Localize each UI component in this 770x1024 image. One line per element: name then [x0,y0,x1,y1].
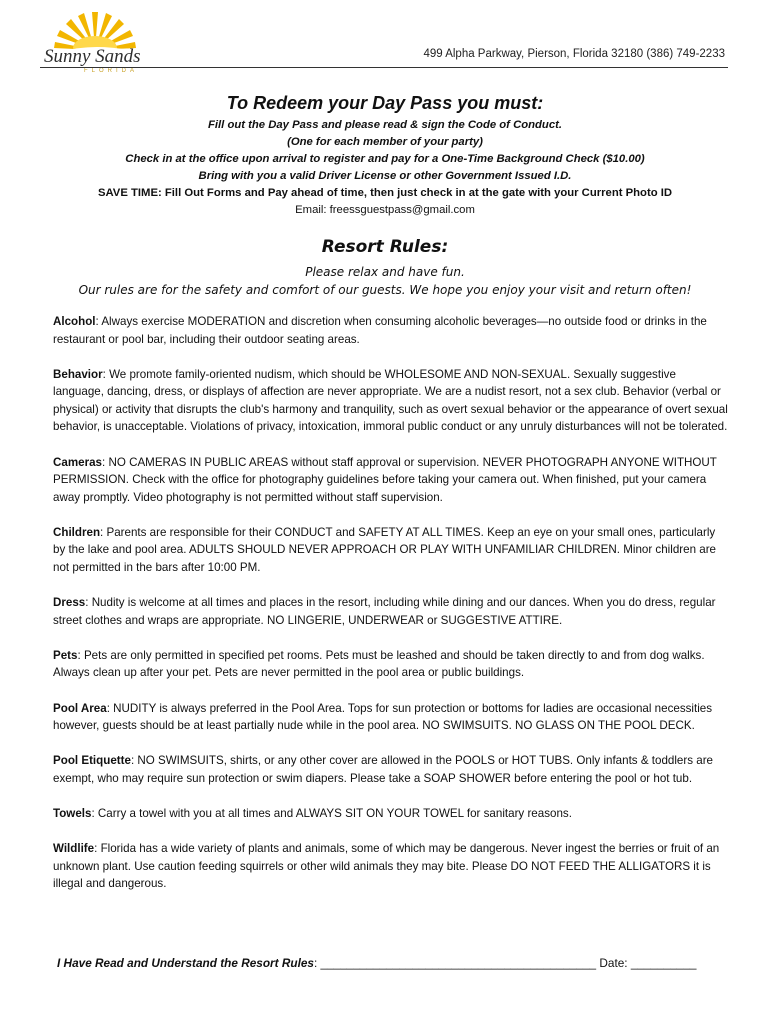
rule-name: Pets [53,648,78,662]
rule-alcohol: Alcohol: Always exercise MODERATION and discretion when consuming alcoholic beverages—no outside food or drinks in the restaurant or pool bar, including their outdoor seating areas. [53,315,707,346]
rule-text: NUDITY is always preferred in the Pool Area. Tops for sun protection or bottoms for ladies are occasional necessities however, guests should be at least partially nude while in the pool area. NO SWIMSUITS. NO GLASS ON THE POOL DECK. [53,701,713,733]
rules-list [53,313,729,910]
rule-text: Nudity is welcome at all times and places in the resort, including while dining and our dances. When you do dress, regular street clothes and wraps are appropriate. NO LINGERIE, UNDERWEAR or SUGGESTIVE ATTIRE. [53,596,716,627]
date-label: Date: [596,956,631,970]
rule-text: We promote family-oriented nudism, which should be WHOLESOME AND NON-SEXUAL. Sexually suggestive language, dancing, dress, or displays of affection are never appropriate. We are a nudist resort, not a sex club. Behavior (verbal or physical) or activity that disrupts the club's harmony and tranquility, such as overt sexual behavior or the appearance of overt sexual behavior, is unacceptable. Violations of privacy, intoxication, immoral public conduct or any unruly disturbances will not be tolerated. [53,367,728,434]
rules-subtitle: Please relax and have fun. [305,265,465,279]
signature-colon: : [313,956,321,970]
redeem-line: SAVE TIME: Fill Out Forms and Pay ahead of time, then just check in at the gate with your Current Photo ID [97,187,673,199]
rule-behavior: Behavior: We promote family-oriented nudism, which should be WHOLESOME AND NON-SEXUAL. Sexually suggestive language, dancing, dress, or displays of affection are never appropriate. We are a nudist resort, not a sex club. Behavior (verbal or physical) or activity that disrupts the club's harmony and tranquility, such as overt sexual behavior or the appearance of overt sexual behavior, is unacceptable. Violations of privacy, intoxication, immoral public conduct or any unruly disturbances will not be tolerated. [53,367,728,434]
rules-header [0,237,770,299]
redeem-line: (One for each member of your party) [287,136,483,148]
redeem-line: Fill out the Day Pass and please read & sign the Code of Conduct. [207,119,563,131]
rule-text: Pets are only permitted in specified pet rooms. Pets must be leashed and should be taken directly to and from dog walks. Always clean up after your pet. Pets are never permitted in the pool area or public buildings. [53,648,705,680]
rule-pets: Pets: Pets are only permitted in specified pet rooms. Pets must be leashed and should be taken directly to and from dog walks. Always clean up after your pet. Pets are never permitted in the pool area or public buildings. [53,648,705,680]
redeem-title: To Redeem your Day Pass you must: [226,93,544,113]
rule-children: Children: Parents are responsible for their CONDUCT and SAFETY AT ALL TIMES. Keep an eye on your small ones, particularly by the lake and pool area. ADULTS SHOULD NEVER APPROACH OR PLAY WITH UNFAMILIAR CHILDREN. Minor children are not permitted in the bars after 10:00 PM. [53,525,716,575]
rule-name: Dress [53,596,86,610]
date-field[interactable]: __________ [630,956,697,970]
rule-towels: Towels: Carry a towel with you at all times and ALWAYS SIT ON YOUR TOWEL for sanitary reasons. [53,806,572,820]
rule-name: Behavior [53,367,103,381]
logo-subtext: FLORIDA [84,68,139,74]
rule-name: Towels [53,806,92,820]
redeem-line: Bring with you a valid Driver License or other Government Issued I.D. [198,170,572,182]
rule-cameras: Cameras: NO CAMERAS IN PUBLIC AREAS without staff approval or supervision. NEVER PHOTOGRAPH ANYONE WITHOUT PERMISSION. Check with the office for photography guidelines before taking your camera out. When finished, put your camera away promptly. Video photography is not permitted without staff supervision. [53,455,717,504]
email-link[interactable]: Email: freessguestpass@gmail.com [295,204,475,216]
rule-wildlife: Wildlife: Florida has a wide variety of plants and animals, some of which may be dangerous. Never ingest the berries or fruit of an unknown plant. Use caution feeding squirrels or other wild animals they may bite. Please DO NOT FEED THE ALLIGATORS it is illegal and dangerous. [53,841,720,891]
rule-name: Children [53,525,101,539]
rule-name: Cameras [53,455,102,469]
header-divider [40,67,728,68]
redeem-section [0,93,770,219]
rules-subtitle: Our rules are for the safety and comfort of our guests. We hope you enjoy your visit and return often! [78,283,692,297]
rule-text: Parents are responsible for their CONDUCT and SAFETY AT ALL TIMES. Keep an eye on your small ones, particularly by the lake and pool area. ADULTS SHOULD NEVER APPROACH OR PLAY WITH UNFAMILIAR CHILDREN. Minor children are not permitted in the bars after 10:00 PM. [53,525,716,575]
signature-label: I Have Read and Understand the Resort Rules [57,956,314,970]
rule-text: NO SWIMSUITS, shirts, or any other cover are allowed in the POOLS or HOT TUBS. Only infants & toddlers are exempt, who may require sun protection or swim diapers. Please take a SOAP SHOWER before entering the pool or hot tub. [53,754,713,785]
rule-text: Florida has a wide variety of plants and animals, some of which may be dangerous. Never ingest the berries or fruit of an unknown plant. Use caution feeding squirrels or other wild animals they may bite. Please DO NOT FEED THE ALLIGATORS it is illegal and dangerous. [53,841,720,891]
rule-text: NO CAMERAS IN PUBLIC AREAS without staff approval or supervision. NEVER PHOTOGRAPH ANYONE WITHOUT PERMISSION. Check with the office for photography guidelines before taking your camera out. When finished, put your camera away promptly. Video photography is not permitted without staff supervision. [53,455,717,504]
logo [40,8,150,74]
rule-name: Pool Area [53,701,107,715]
address: 499 Alpha Parkway, Pierson, Florida 32180 (386) 749-2233 [423,48,725,60]
rule-pool-area: Pool Area: NUDITY is always preferred in the Pool Area. Tops for sun protection or bottoms for ladies are occasional necessities however, guests should be at least partially nude while in the pool area. NO SWIMSUITS. NO GLASS ON THE POOL DECK. [53,701,713,733]
rule-name: Pool Etiquette [53,754,131,768]
logo-text: Sunny Sands [44,46,141,67]
rule-text: Always exercise MODERATION and discretion when consuming alcoholic beverages—no outside food or drinks in the restaurant or pool bar, including their outdoor seating areas. [53,315,707,346]
rule-name: Wildlife [53,841,95,855]
redeem-line: Check in at the office upon arrival to register and pay for a One-Time Background Check ($10.00) [125,153,645,165]
rule-text: Carry a towel with you at all times and ALWAYS SIT ON YOUR TOWEL for sanitary reasons. [97,806,572,820]
rule-pool-etiquette: Pool Etiquette: NO SWIMSUITS, shirts, or any other cover are allowed in the POOLS or HOT TUBS. Only infants & toddlers are exempt, who may require sun protection or swim diapers. Please take a SOAP SHOWER before entering the pool or hot tub. [53,754,713,785]
signature-line [57,956,696,970]
rules-title: Resort Rules: [321,237,449,257]
rule-name: Alcohol [53,315,96,328]
rule-dress: Dress: Nudity is welcome at all times and places in the resort, including while dining and our dances. When you do dress, regular street clothes and wraps are appropriate. NO LINGERIE, UNDERWEAR or SUGGESTIVE ATTIRE. [53,596,716,627]
signature-field[interactable]: __________________________________________ [320,956,597,970]
